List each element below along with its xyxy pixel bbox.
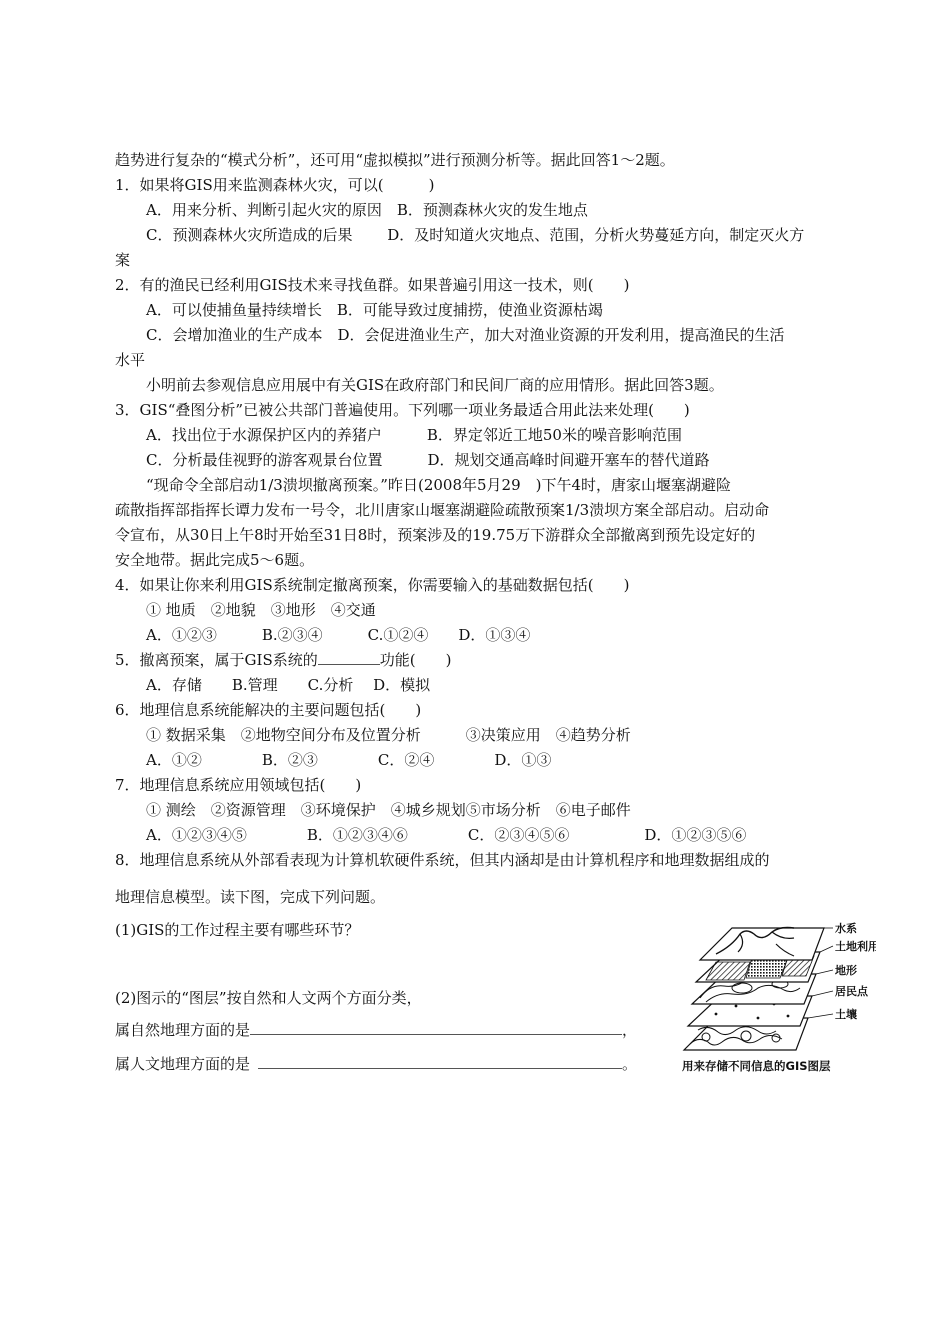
q6-stem: 6．地理信息系统能解决的主要问题包括( ) [115,701,422,719]
q5-stem [115,650,451,670]
q8-sub1: (1)GIS的工作过程主要有哪些环节？ [115,921,360,939]
q5-blank [318,650,380,665]
nature-blank[interactable] [250,1020,622,1035]
q8-sub2: (2)图示的“图层”按自然和人文两个方面分类， [115,989,422,1007]
human-label: 属人文地理方面的是 [115,1055,251,1073]
q3-stem: 3．GIS“叠图分析”已被公共部门普遍使用。下列哪一项业务最适合用此法来处理( ) [115,401,690,419]
q2-options-cd: C．会增加渔业的生产成本 D．会促进渔业生产，加大对渔业资源的开发利用，提高渔民的生活 [146,326,785,344]
passage-3-line2: 疏散指挥部指挥长谭力发布一号令，北川唐家山堰塞湖避险疏散预案1/3溃坝方案全部启动。启动命 [115,501,770,519]
q1-options-cd: C．预测森林火灾所造成的后果 D．及时知道火灾地点、范围，分析火势蔓延方向，制定灭火方 [146,226,805,244]
q6-items: ① 数据采集 ②地物空间分布及位置分析 ③决策应用 ④趋势分析 [146,726,631,744]
q3-options-ab: A．找出位于水源保护区内的养猪户 B．界定邻近工地50米的噪音影响范围 [146,426,682,444]
q1-stem: 1．如果将GIS用来监测森林火灾，可以( ) [115,176,435,194]
q4-stem: 4．如果让你来利用GIS系统制定撤离预案，你需要输入的基础数据包括( ) [115,576,630,594]
q5-options: A．存储 B.管理 C.分析 D．模拟 [146,676,431,694]
q3-options-cd: C．分析最佳视野的游客观景台位置 D．规划交通高峰时间避开塞车的替代道路 [146,451,710,469]
q4-options: A．①②③ B.②③④ C.①②④ D．①③④ [146,626,531,644]
q8-stem-line1: 8．地理信息系统从外部看表现为计算机软硬件系统，但其内涵却是由计算机程序和地理数据组成的 [115,851,770,869]
human-end: 。 [622,1055,638,1073]
q2-options-ab: A．可以使捕鱼量持续增长 B．可能导致过度捕捞，使渔业资源枯竭 [146,301,603,319]
layer-label-land-use: 土地利用 [835,940,876,953]
q1-options-ab: A．用来分析、判断引起火灾的原因 B．预测森林火灾的发生地点 [146,201,588,219]
q7-items: ① 测绘 ②资源管理 ③环境保护 ④城乡规划⑤市场分析 ⑥电子邮件 [146,801,631,819]
nature-answer-line [115,1020,637,1040]
q5-stem-after: 功能( ) [379,651,452,669]
intro-line: 趋势进行复杂的“模式分析”，还可用“虚拟模拟”进行预测分析等。据此回答1～2题。 [115,151,675,169]
q6-options: A．①② B．②③ C．②④ D．①③ [146,751,552,769]
q5-stem-before: 5．撤离预案，属于GIS系统的 [115,651,318,669]
q8-stem-line2: 地理信息模型。读下图，完成下列问题。 [115,888,386,906]
nature-end: ， [622,1021,638,1039]
passage-2: 小明前去参观信息应用展中有关GIS在政府部门和民间厂商的应用情形。据此回答3题。 [146,376,724,394]
q4-items: ① 地质 ②地貌 ③地形 ④交通 [146,601,376,619]
q2-stem: 2．有的渔民已经利用GIS技术来寻找鱼群。如果普遍引用这一技术，则( ) [115,276,630,294]
passage-3-line3: 令宣布，从30日上午8时开始至31日8时，预案涉及的19.75万下游群众全部撤离到预先设定好的 [115,526,756,544]
passage-3-line1: “现命令全部启动1/3溃坝撤离预案。”昨日(2008年5月29 )下午4时，唐家山堰塞湖避险 [146,476,732,494]
figure-caption: 用来存储不同信息的GIS图层 [682,1059,831,1073]
layer-label-settlements: 居民点 [835,985,868,998]
human-blank[interactable] [258,1054,622,1069]
layer-label-soil: 土壤 [835,1008,857,1021]
q7-options: A．①②③④⑤ B．①②③④⑥ C．②③④⑤⑥ D．①②③⑤⑥ [146,826,747,844]
q1-options-cd-cont: 案 [115,251,131,269]
layer-water [700,928,824,961]
gis-layers-diagram [676,918,876,1058]
human-answer-line [115,1054,637,1074]
q2-options-cd-cont: 水平 [115,351,146,369]
q7-stem: 7．地理信息系统应用领域包括( ) [115,776,362,794]
passage-3-line4: 安全地带。据此完成5～6题。 [115,551,315,569]
nature-label: 属自然地理方面的是 [115,1021,251,1039]
layer-label-terrain: 地形 [835,964,857,977]
layer-label-water: 水系 [835,922,857,935]
